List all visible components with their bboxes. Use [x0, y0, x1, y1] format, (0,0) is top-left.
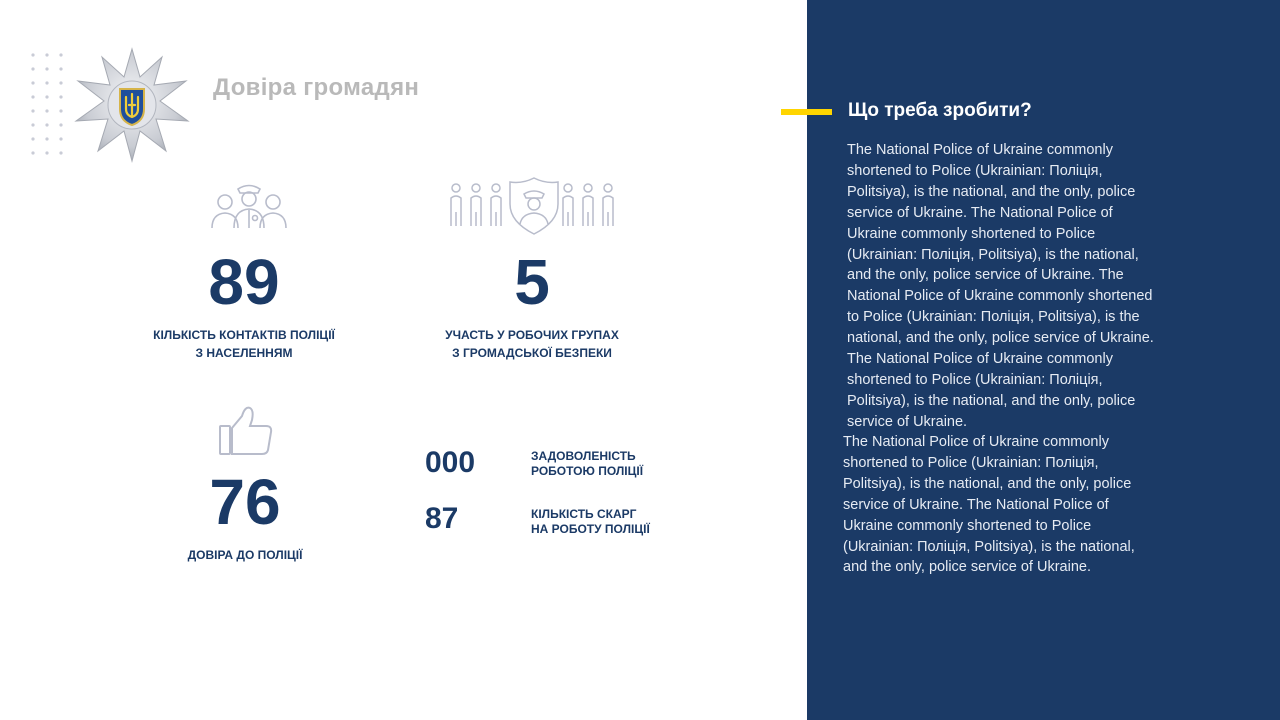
stat-label-line1: ДОВІРА ДО ПОЛІЦІЇ	[187, 548, 303, 562]
stat-police-trust	[168, 466, 322, 564]
small-stat-complaints-label	[531, 507, 650, 537]
sidebar-paragraph-1: The National Police of Ukraine commonly shortened to Police (Ukrainian: Поліція, Politsiya), is the national, and the only, police service of Ukraine. The National Police of Ukraine commonly shortened to Police (Ukrainian: Поліція, Politsiya), is the national, and the only, police service of Ukraine. The National Police of Ukraine commonly shortened to Police (Ukrainian: Поліція, Politsiya), is the national, and the only, police service of Ukraine. The National Police of Ukraine commonly shortened to Police (Ukrainian: Поліція, Politsiya), is the national, and the only, police service of Ukraine.	[847, 142, 1154, 430]
sidebar-heading: Що треба зробити?	[848, 100, 1032, 121]
dot-grid-decoration	[30, 52, 64, 156]
stat-value: 5	[514, 246, 550, 318]
small-stat-satisfaction-value: 000	[425, 446, 476, 479]
stat-label-line1: КІЛЬКІСТЬ КОНТАКТІВ ПОЛІЦІЇ	[153, 328, 335, 342]
small-stat-label-line1: КІЛЬКІСТЬ СКАРГ	[531, 507, 637, 521]
stat-label-line1: УЧАСТЬ У РОБОЧИХ ГРУПАХ	[445, 328, 619, 342]
stat-label-line2: З ГРОМАДСЬКОЇ БЕЗПЕКИ	[452, 346, 612, 360]
stat-value: 76	[209, 466, 281, 538]
police-community-icon	[209, 180, 289, 230]
stat-label-line2: З НАСЕЛЕННЯМ	[195, 346, 293, 360]
small-stat-label-line2: РОБОТОЮ ПОЛІЦІЇ	[531, 464, 644, 478]
working-group-icon	[446, 176, 622, 236]
stat-value: 89	[208, 246, 280, 318]
stat-police-contacts	[152, 246, 336, 362]
small-stat-complaints-value: 87	[425, 502, 459, 535]
small-stat-label-line2: НА РОБОТУ ПОЛІЦІЇ	[531, 522, 650, 536]
sidebar-paragraph-2: The National Police of Ukraine commonly shortened to Police (Ukrainian: Поліція, Politsiya), is the national, and the only, police service of Ukraine. The National Police of Ukraine commonly shortened to Police (Ukrainian: Поліція, Politsiya), is the national, and the only, police service of Ukraine.	[843, 434, 1135, 576]
accent-line	[781, 109, 832, 115]
small-stat-satisfaction-label	[531, 449, 643, 479]
thumbs-up-icon	[218, 404, 274, 456]
police-badge-logo	[74, 47, 190, 163]
page-title: Довіра громадян	[213, 74, 420, 101]
small-stat-label-line1: ЗАДОВОЛЕНІСТЬ	[531, 449, 636, 463]
stat-working-groups	[434, 246, 630, 362]
